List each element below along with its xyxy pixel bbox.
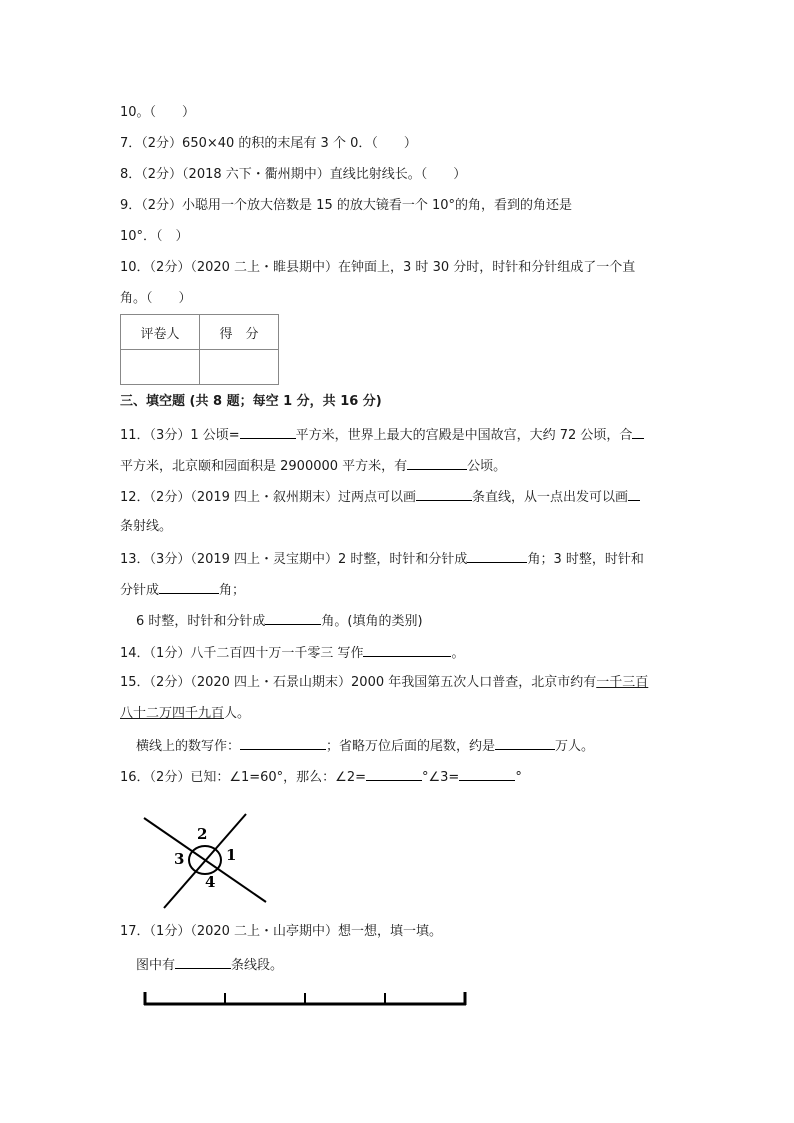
question-7: 7．（2分）650×40 的积的末尾有 3 个 0．（ ）: [120, 136, 417, 151]
question-14: [120, 643, 464, 663]
question-15-line2: [120, 705, 250, 723]
section-3-heading: 三、填空题 (共 8 题；每空 1 分，共 16 分): [120, 394, 382, 409]
q13-text-6: 角。(填角的类别): [321, 614, 423, 629]
q13-blank-1[interactable]: [467, 549, 527, 563]
q11-text-3: 平方米，北京颐和园面积是 2900000 平方米，有: [120, 459, 408, 474]
figure-label-2: 2: [197, 825, 208, 843]
question-17-line1: 17．（1分）（2020 二上・山亭期中）想一想，填一填。: [120, 924, 443, 939]
angle-figure: [140, 812, 270, 912]
question-15-line3: [136, 736, 594, 756]
question-11-line1: [120, 425, 644, 445]
question-9-line1: 9．（2分）小聪用一个放大倍数是 15 的放大镜看一个 10°的角，看到的角还是: [120, 198, 573, 213]
q13-blank-2[interactable]: [159, 580, 219, 594]
question-10-line1: 10．（2分）（2020 二上・睢县期中）在钟面上，3 时 30 分时，时针和分针组成了一个直: [120, 260, 636, 275]
q11-text-4: 公顷。: [467, 459, 507, 474]
question-10-line2: 角。（ ）: [120, 291, 192, 306]
q15-text-4: ；省略万位后面的尾数，约是: [326, 739, 496, 754]
q17-text-1: 图中有: [136, 958, 176, 973]
question-15-line1: [120, 674, 648, 692]
q14-text-1: 14．（1分）八千二百四十万一千零三 写作: [120, 646, 364, 661]
q15-underlined-2: 八十二万四千九百: [120, 706, 225, 721]
q15-text-5: 万人。: [555, 739, 595, 754]
question-9-line2: 10°．（ ）: [120, 229, 189, 244]
q15-underlined-1: 一千三百: [596, 675, 649, 690]
question-13-line1: [120, 549, 644, 569]
figure-label-3: 3: [174, 850, 185, 868]
q15-text-3: 横线上的数写作：: [136, 739, 241, 754]
q11-blank-1[interactable]: [240, 425, 296, 439]
score-table: [120, 314, 279, 385]
q17-text-2: 条线段。: [231, 958, 284, 973]
q16-blank-2[interactable]: [459, 767, 515, 781]
q12-text-2: 条直线，从一点出发可以画: [472, 490, 629, 505]
q11-blank-3[interactable]: [407, 456, 467, 470]
q11-blank-2[interactable]: [632, 425, 644, 439]
segment-figure: [138, 990, 478, 1014]
q13-text-3: 分针成: [120, 583, 160, 598]
q13-text-1: 13．（3分）（2019 四上・灵宝期中）2 时整，时针和分针成: [120, 552, 468, 567]
q12-text-1: 12．（2分）（2019 四上・叙州期末）过两点可以画: [120, 490, 417, 505]
q14-blank[interactable]: [363, 643, 451, 657]
line-10-tail: 10。（ ）: [120, 105, 196, 120]
question-16: [120, 767, 522, 787]
question-8: 8．（2分）（2018 六下・衢州期中）直线比射线长。（ ）: [120, 167, 467, 182]
q13-text-2: 角；3 时整，时针和: [527, 552, 644, 567]
q16-text-3: °: [515, 770, 522, 785]
q15-blank-1[interactable]: [240, 736, 326, 750]
score-table-grader-cell: [121, 350, 200, 385]
q11-text-1: 11．（3分）1 公顷=: [120, 428, 240, 443]
figure-label-4: 4: [205, 873, 216, 891]
score-table-score-cell: [200, 350, 279, 385]
question-12-line2: 条射线。: [120, 519, 173, 534]
question-17-line2: [136, 955, 283, 975]
question-13-line2: [120, 580, 245, 600]
q16-text-1: 16．（2分）已知：∠1=60°，那么：∠2=: [120, 770, 366, 785]
question-13-line3: [136, 611, 423, 631]
q14-text-2: 。: [451, 646, 465, 661]
q15-text-1: 15．（2分）（2020 四上・石景山期末）2000 年我国第五次人口普查，北京市约有: [120, 675, 597, 690]
q13-text-4: 角；: [219, 583, 246, 598]
q13-text-5: 6 时整，时针和分针成: [136, 614, 266, 629]
q12-blank-1[interactable]: [416, 487, 472, 501]
figure-label-1: 1: [226, 846, 237, 864]
score-table-grader-header: 评卷人: [121, 315, 200, 350]
q15-blank-2[interactable]: [495, 736, 555, 750]
q12-blank-2[interactable]: [628, 487, 640, 501]
q11-text-2: 平方米，世界上最大的宫殿是中国故宫，大约 72 公顷，合: [295, 428, 633, 443]
q17-blank[interactable]: [175, 955, 231, 969]
q13-blank-3[interactable]: [265, 611, 321, 625]
question-11-line2: [120, 456, 506, 476]
q15-text-2: 人。: [224, 706, 251, 721]
q16-text-2: °∠3=: [422, 770, 460, 785]
question-12-line1: [120, 487, 640, 507]
score-table-score-header: 得 分: [200, 315, 279, 350]
q16-blank-1[interactable]: [366, 767, 422, 781]
